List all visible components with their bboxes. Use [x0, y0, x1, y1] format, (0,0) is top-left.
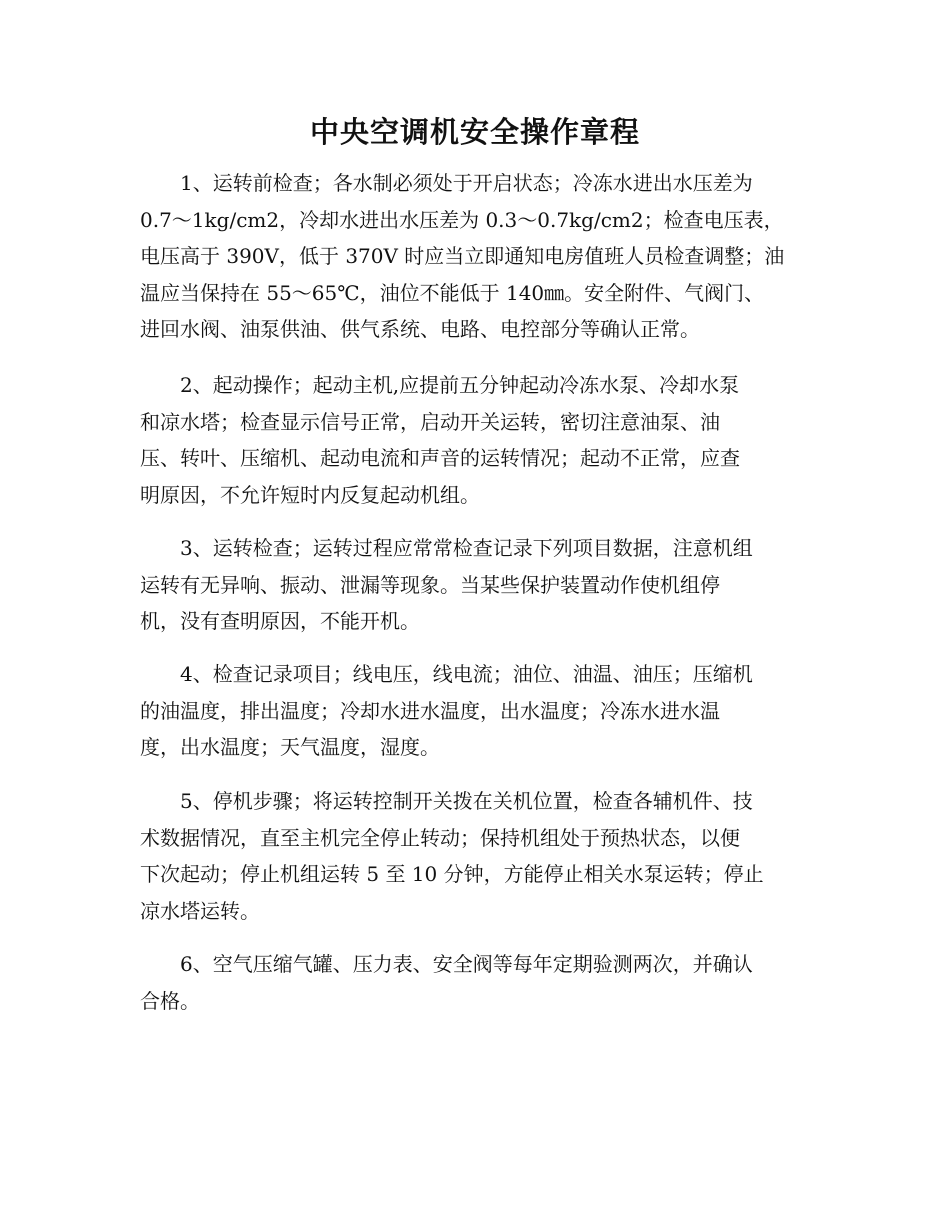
paragraph-line: 电压高于 390V，低于 370V 时应当立即通知电房值班人员检查调整；油 — [140, 244, 785, 268]
paragraph-line: 明原因，不允许短时内反复起动机组。 — [140, 482, 480, 507]
paragraph-line: 术数据情况，直至主机完全停止转动；保持机组处于预热状态，以便 — [140, 825, 740, 850]
paragraph-line: 压、转叶、压缩机、起动电流和声音的运转情况；起动不正常，应查 — [140, 446, 740, 470]
paragraph-line: 合格。 — [140, 988, 200, 1013]
paragraph-line: 度，出水温度；天气温度，湿度。 — [140, 735, 440, 759]
paragraph-line: 的油温度，排出温度；冷却水进水温度，出水温度；冷冻水进水温 — [140, 698, 720, 723]
paragraph-line: 运转有无异响、振动、泄漏等现象。当某些保护装置动作使机组停 — [140, 572, 720, 597]
paragraph-5 — [140, 783, 806, 929]
paragraph-line: 温应当保持在 55～65℃，油位不能低于 140㎜。安全附件、气阀门、 — [140, 280, 765, 305]
page-title: 中央空调机安全操作章程 — [309, 115, 640, 149]
paragraph-line: 凉水塔运转。 — [140, 898, 260, 923]
paragraph-line: 1、运转前检查；各水制必须处于开启状态；冷冻水进出水压差为 — [180, 171, 753, 195]
paragraph-3 — [140, 530, 806, 640]
paragraph-line: 和凉水塔；检查显示信号正常，启动开关运转，密切注意油泵、油 — [140, 409, 720, 434]
paragraph-line: 4、检查记录项目；线电压，线电流；油位、油温、油压；压缩机 — [180, 662, 753, 686]
paragraph-line: 下次起动；停止机组运转 5 至 10 分钟，方能停止相关水泵运转；停止 — [140, 862, 764, 886]
paragraph-6 — [140, 946, 806, 1019]
paragraph-line: 5、停机步骤；将运转控制开关拨在关机位置，检查各辅机件、技 — [180, 789, 753, 813]
paragraph-line: 2、起动操作；起动主机,应提前五分钟起动冷冻水泵、冷却水泵 — [180, 373, 740, 397]
paragraph-1 — [140, 165, 806, 348]
paragraph-4 — [140, 656, 806, 766]
paragraph-line: 3、运转检查；运转过程应常常检查记录下列项目数据，注意机组 — [180, 536, 753, 560]
paragraph-2 — [140, 367, 806, 513]
paragraph-line: 机，没有查明原因，不能开机。 — [140, 609, 420, 633]
paragraph-line: 0.7～1kg/cm2，冷却水进出水压差为 0.3～0.7kg/cm2；检查电压表， — [140, 207, 784, 232]
paragraph-line: 进回水阀、油泵供油、供气系统、电路、电控部分等确认正常。 — [140, 317, 700, 341]
paragraph-line: 6、空气压缩气罐、压力表、安全阀等每年定期验测两次，并确认 — [180, 952, 753, 976]
